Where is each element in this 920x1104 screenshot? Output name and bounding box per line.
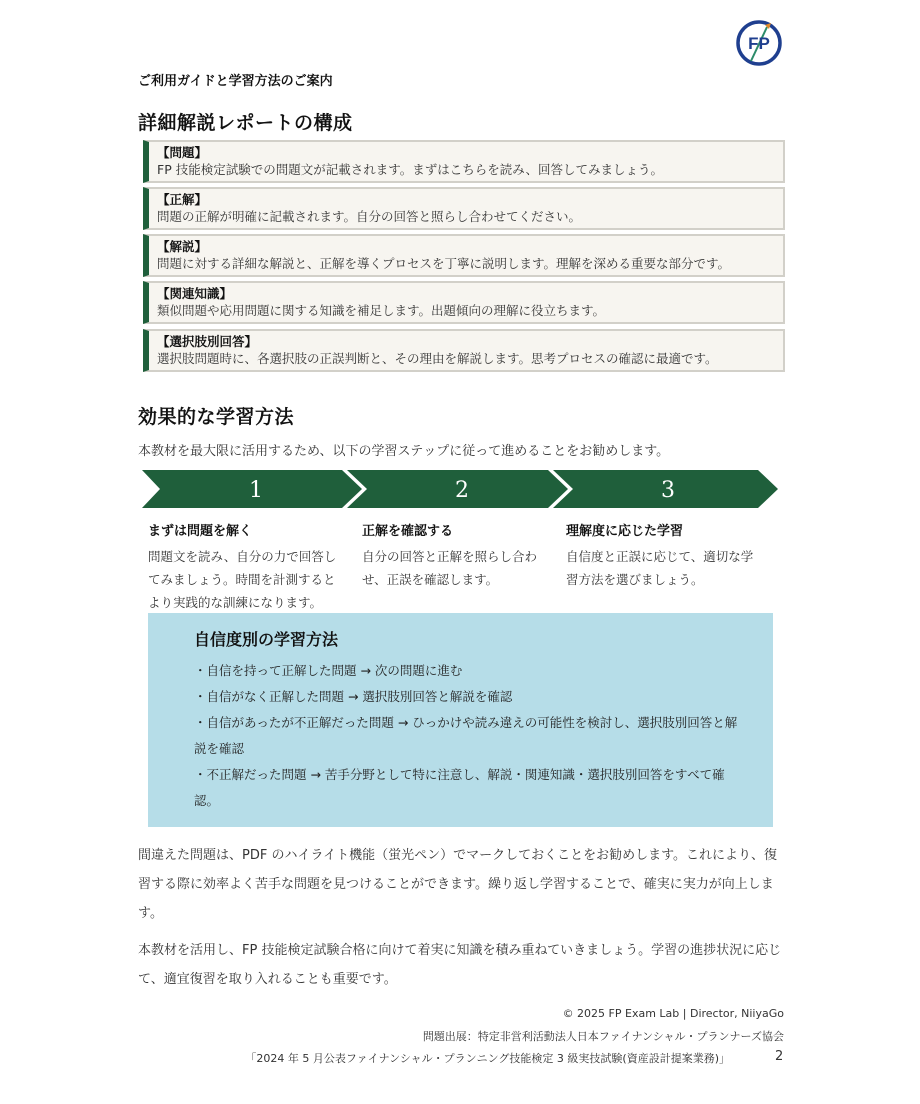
report-item-head: 【正解】 <box>157 192 208 207</box>
step-2 <box>362 520 560 591</box>
footer-copyright: © 2025 FP Exam Lab | Director, NiiyaGo <box>562 1007 784 1020</box>
logo-text: FP <box>748 34 770 53</box>
report-section-title: 詳細解説レポートの構成 <box>138 112 353 134</box>
report-item-head: 【問題】 <box>157 145 208 160</box>
report-item-body: 選択肢問題時に、各選択肢の正誤判断と、その理由を解説します。思考プロセスの確認に最適です。 <box>157 351 718 366</box>
page-header-title: ご利用ガイドと学習方法のご案内 <box>138 74 333 89</box>
confidence-item: ・自信があったが不正解だった問題 → ひっかけや読み違えの可能性を検討し、選択肢別回答と解説を確認 <box>194 715 738 756</box>
step-number-3: 3 <box>661 478 675 503</box>
step-description: 問題文を読み、自分の力で回答してみましょう。時間を計測するとより実践的な訓練になります。 <box>148 549 337 610</box>
method-section-title: 効果的な学習方法 <box>138 406 295 428</box>
report-item-choices <box>143 329 785 372</box>
report-item-head: 【関連知識】 <box>157 286 233 301</box>
report-item-answer <box>143 187 785 230</box>
step-title: 正解を確認する <box>362 524 454 539</box>
footer-exam-title: 「2024 年 5 月公表ファイナンシャル・プランニング技能検定 3 級実技試験(資産設計提案業務)」 <box>245 1052 730 1065</box>
step-title: 理解度に応じた学習 <box>566 524 684 539</box>
footer-source: 問題出展：特定非営利活動法人日本ファイナンシャル・プランナーズ協会 <box>422 1030 784 1043</box>
step-number-2: 2 <box>455 478 469 503</box>
step-1 <box>148 520 346 614</box>
report-item-explanation <box>143 234 785 277</box>
step-description: 自信度と正誤に応じて、適切な学習方法を選びましょう。 <box>566 549 754 587</box>
report-item-body: 問題に対する詳細な解説と、正解を導くプロセスを丁寧に説明します。理解を深める重要な部分です。 <box>157 256 731 271</box>
fp-logo <box>735 19 783 67</box>
confidence-method-box <box>148 613 773 827</box>
report-item-body: 問題の正解が明確に記載されます。自分の回答と照らし合わせてください。 <box>157 209 582 224</box>
closing-paragraph: 本教材を活用し、FP 技能検定試験合格に向けて着実に知識を積み重ねていきましょう。学習の進捗状況に応じて、適宜復習を取り入れることも重要です。 <box>138 943 782 987</box>
step-number-1: 1 <box>249 478 263 503</box>
step-title: まずは問題を解く <box>148 524 253 539</box>
step-3 <box>566 520 764 591</box>
report-item-problem <box>143 140 785 183</box>
report-item-head: 【解説】 <box>157 239 208 254</box>
confidence-item: ・自信がなく正解した問題 → 選択肢別回答と解説を確認 <box>194 689 513 704</box>
step-description: 自分の回答と正解を照らし合わせ、正誤を確認します。 <box>362 549 538 587</box>
confidence-item: ・不正解だった問題 → 苦手分野として特に注意し、解説・関連知識・選択肢別回答をすべて確認。 <box>194 767 725 808</box>
confidence-box-title: 自信度別の学習方法 <box>194 630 339 649</box>
report-item-head: 【選択肢別回答】 <box>157 334 258 349</box>
step-arrows <box>140 470 780 508</box>
report-item-related <box>143 281 785 324</box>
confidence-item: ・自信を持って正解した問題 → 次の問題に進む <box>194 663 463 678</box>
review-paragraph: 間違えた問題は、PDF のハイライト機能（蛍光ペン）でマークしておくことをお勧めします。これにより、復習する際に効率よく苦手な問題を見つけることができます。繰り返し学習することで、確実に実力が向上します。 <box>138 848 778 921</box>
report-item-body: 類似問題や応用問題に関する知識を補足します。出題傾向の理解に役立ちます。 <box>157 303 606 318</box>
method-intro: 本教材を最大限に活用するため、以下の学習ステップに従って進めることをお勧めします。 <box>138 444 670 459</box>
page-number: 2 <box>775 1049 784 1064</box>
report-item-body: FP 技能検定試験での問題文が記載されます。まずはこちらを読み、回答してみましょう。 <box>157 162 663 177</box>
